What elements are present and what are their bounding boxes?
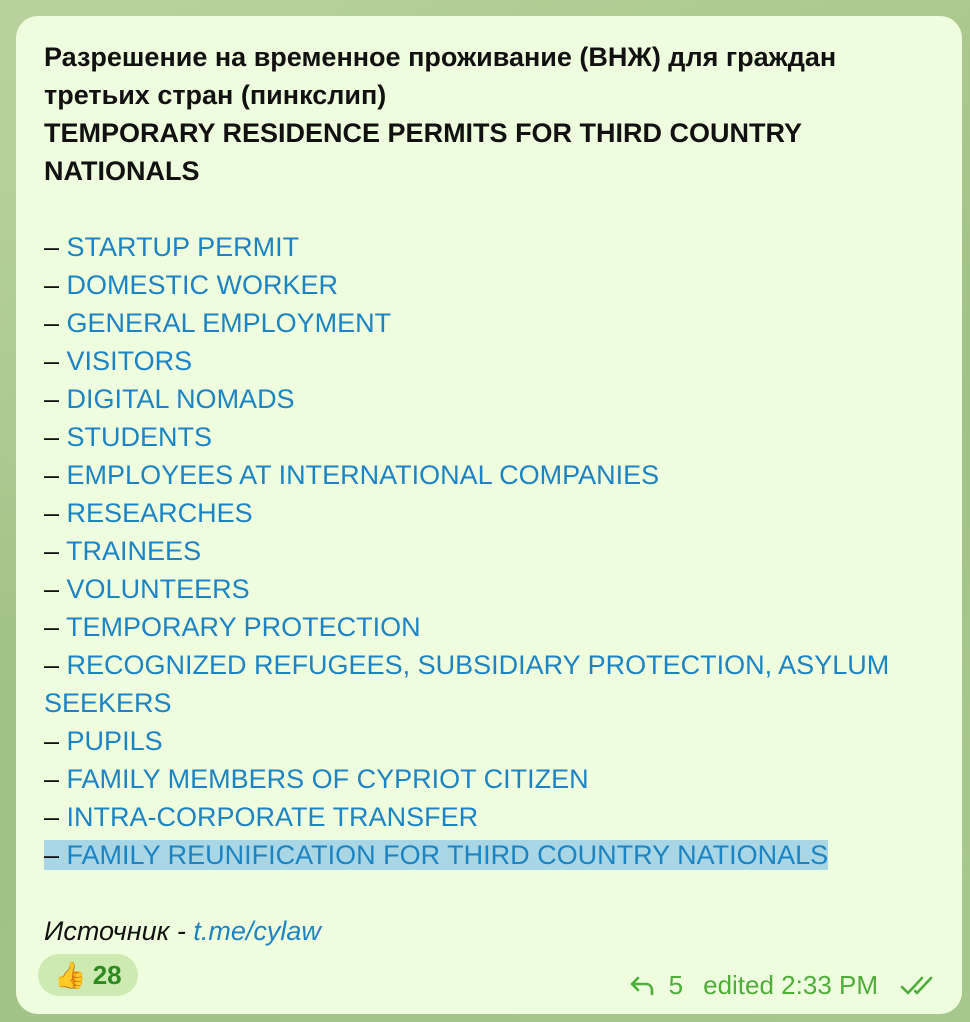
list-dash: – <box>44 802 60 832</box>
permit-link[interactable]: DIGITAL NOMADS <box>66 384 295 414</box>
permit-link[interactable]: TRAINEES <box>66 536 202 566</box>
list-dash: – <box>44 308 60 338</box>
message-text <box>44 38 924 950</box>
permit-link[interactable]: RECOGNIZED REFUGEES, SUBSIDIARY PROTECTION, ASYLUM SEEKERS <box>44 650 890 718</box>
permit-item-text <box>44 308 391 338</box>
list-dash: – <box>44 346 60 376</box>
list-dash: – <box>44 574 60 604</box>
list-dash: – <box>44 650 60 680</box>
list-dash: – <box>44 384 60 414</box>
permit-list-item <box>44 608 924 646</box>
permit-link[interactable]: VISITORS <box>66 346 193 376</box>
message-bubble <box>16 16 962 1014</box>
permit-list-item <box>44 304 924 342</box>
double-check-icon <box>900 974 940 998</box>
permit-list-item <box>44 570 924 608</box>
permit-link[interactable]: VOLUNTEERS <box>66 574 250 604</box>
source-link[interactable]: t.me/cylaw <box>193 916 321 946</box>
permit-item-text <box>44 574 250 604</box>
reaction-thumbs-up[interactable] <box>38 954 138 996</box>
permit-item-text <box>44 726 163 756</box>
permit-item-text <box>44 232 299 262</box>
forward-count: 5 <box>668 970 684 1000</box>
list-dash: – <box>44 232 60 262</box>
permit-list-item <box>44 380 924 418</box>
list-dash: – <box>44 612 60 642</box>
permit-link[interactable]: STARTUP PERMIT <box>66 232 300 262</box>
source-line <box>44 912 924 950</box>
reaction-count: 28 <box>92 959 122 990</box>
permit-item-text <box>44 346 192 376</box>
permit-list-item <box>44 532 924 570</box>
permit-item-text <box>44 536 201 566</box>
permit-item-text <box>44 612 421 642</box>
permit-link[interactable]: TEMPORARY PROTECTION <box>66 612 421 642</box>
list-dash: – <box>44 840 60 870</box>
permit-list-item <box>44 418 924 456</box>
permit-list-item <box>44 722 924 760</box>
permit-list-item <box>44 342 924 380</box>
permit-item-text <box>44 498 253 528</box>
permit-item-text <box>44 764 589 794</box>
permit-link[interactable]: PUPILS <box>66 726 163 756</box>
permit-list-item <box>44 228 924 266</box>
edited-timestamp: edited 2:33 PM <box>703 970 878 1000</box>
permit-list-item <box>44 456 924 494</box>
list-dash: – <box>44 536 60 566</box>
permit-link[interactable]: EMPLOYEES AT INTERNATIONAL COMPANIES <box>66 460 660 490</box>
permit-item-text <box>44 422 212 452</box>
permit-link[interactable]: GENERAL EMPLOYMENT <box>66 308 392 338</box>
message-title-ru: Разрешение на временное проживание (ВНЖ) для граждан третьих стран (пинкслип) <box>44 42 837 110</box>
list-dash: – <box>44 498 60 528</box>
permit-link[interactable]: DOMESTIC WORKER <box>66 270 339 300</box>
permit-item-text <box>44 460 659 490</box>
permit-item-text <box>44 650 889 718</box>
permit-item-text <box>44 384 295 414</box>
list-dash: – <box>44 460 60 490</box>
reply-arrow-icon[interactable] <box>629 975 655 997</box>
permit-link[interactable]: INTRA-CORPORATE TRANSFER <box>66 802 479 832</box>
blank-line <box>44 874 924 912</box>
list-dash: – <box>44 270 60 300</box>
permit-link[interactable]: RESEARCHES <box>66 498 253 528</box>
source-label: Источник - <box>44 916 194 946</box>
permit-list-item <box>44 760 924 798</box>
list-dash: – <box>44 422 60 452</box>
permit-item-text <box>44 802 478 832</box>
permit-list <box>44 228 924 874</box>
thumbs-up-icon: 👍 <box>54 960 87 990</box>
permit-link[interactable]: STUDENTS <box>66 422 213 452</box>
permit-item-text <box>44 270 338 300</box>
list-dash: – <box>44 764 60 794</box>
permit-list-item <box>44 646 924 722</box>
message-title-en: TEMPORARY RESIDENCE PERMITS FOR THIRD COUNTRY NATIONALS <box>44 118 802 186</box>
message-meta <box>629 970 940 1001</box>
list-dash: – <box>44 726 60 756</box>
permit-link[interactable]: FAMILY REUNIFICATION FOR THIRD COUNTRY NATIONALS <box>66 840 829 870</box>
permit-list-item <box>44 266 924 304</box>
permit-link[interactable]: FAMILY MEMBERS OF CYPRIOT CITIZEN <box>66 764 589 794</box>
permit-list-item <box>44 494 924 532</box>
selection-highlight <box>44 840 828 870</box>
permit-list-item <box>44 836 924 874</box>
permit-list-item <box>44 798 924 836</box>
blank-line <box>44 190 924 228</box>
